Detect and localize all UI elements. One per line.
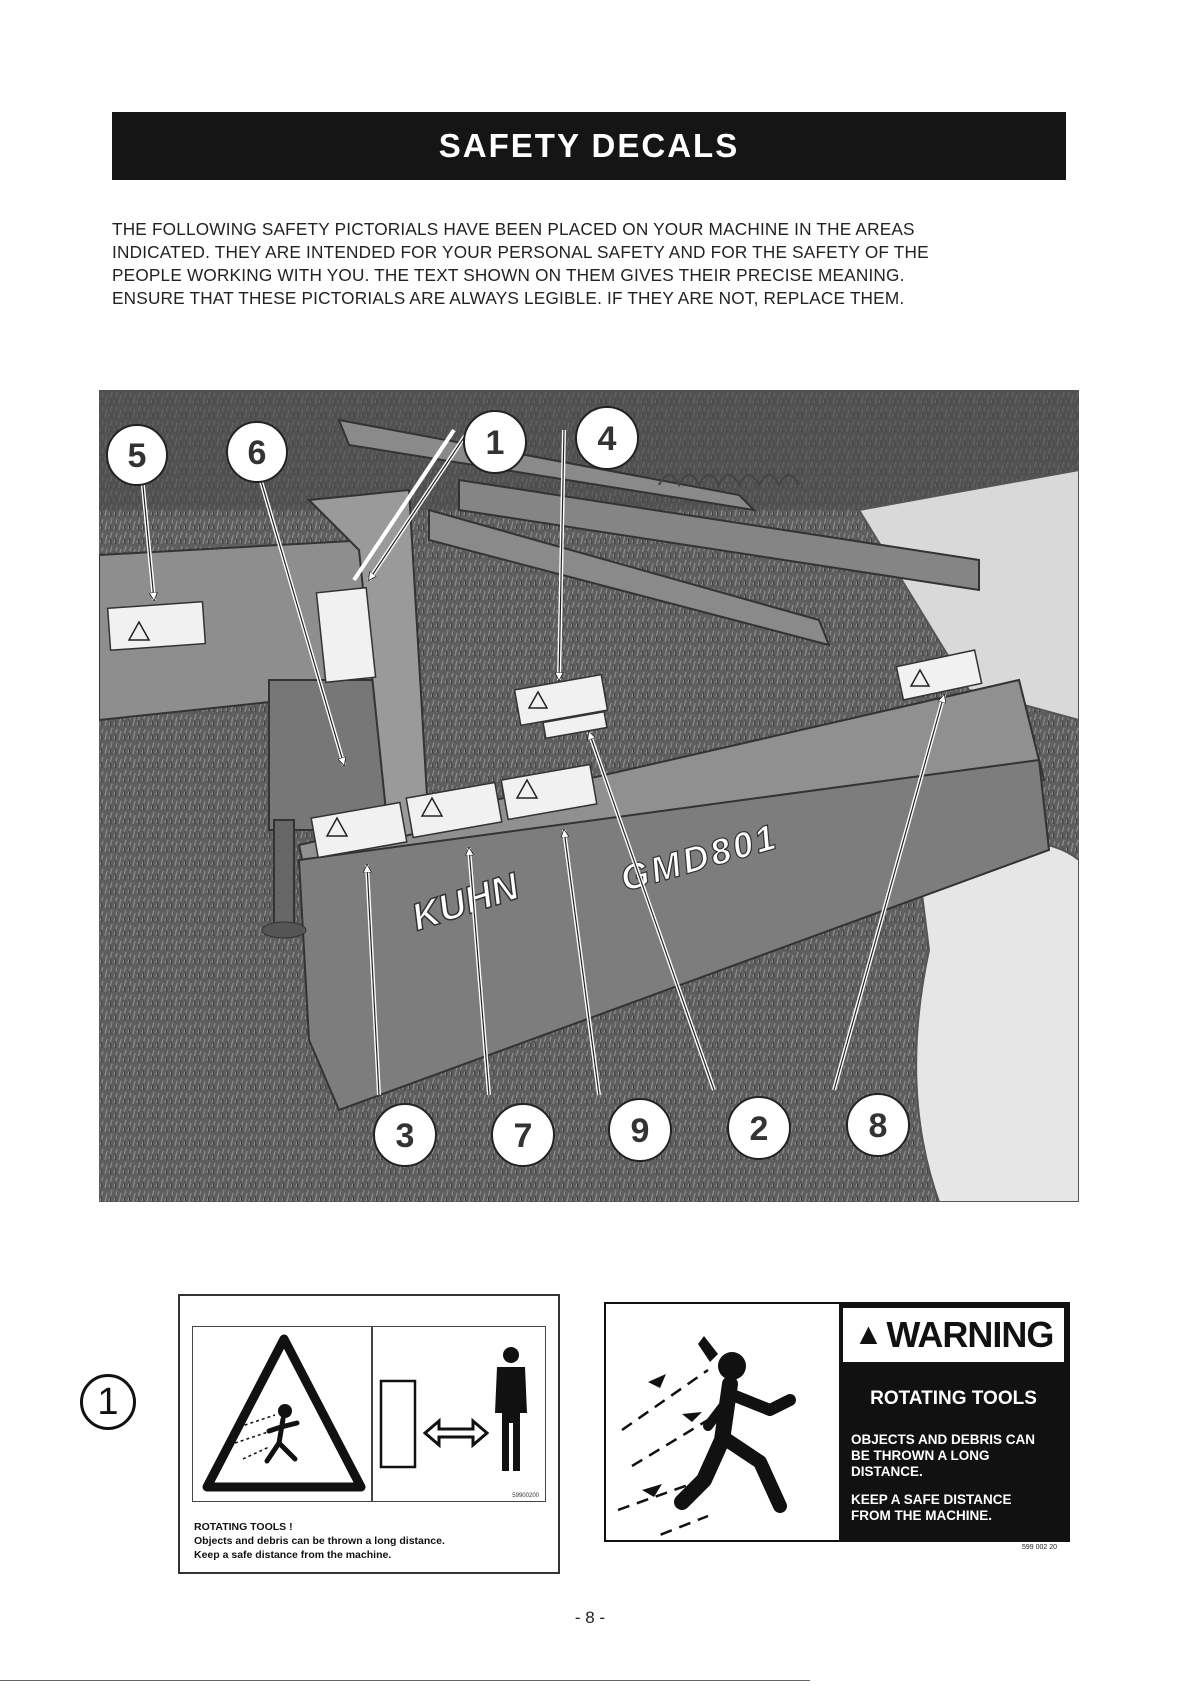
message-line: KEEP A SAFE DISTANCE xyxy=(851,1492,1012,1507)
caption-line: Keep a safe distance from the machine. xyxy=(194,1549,392,1561)
machine-photo xyxy=(99,390,1079,1202)
decal-iso-frame xyxy=(192,1326,546,1502)
intro-line: PEOPLE WORKING WITH YOU. THE TEXT SHOWN ON THEM GIVES THEIR PRECISE MEANING. xyxy=(112,265,905,285)
warning-heading: ROTATING TOOLS xyxy=(870,1388,1037,1409)
intro-line: THE FOLLOWING SAFETY PICTORIALS HAVE BEEN PLACED ON YOUR MACHINE IN THE AREAS xyxy=(112,219,915,239)
callout-1: 1 xyxy=(485,424,505,462)
decal-ansi-code: 599 002 20 xyxy=(1022,1544,1058,1551)
caption-line: Objects and debris can be thrown a long distance. xyxy=(194,1535,445,1547)
callout-5: 5 xyxy=(127,437,147,475)
caption-line: ROTATING TOOLS ! xyxy=(194,1521,293,1533)
page-title: SAFETY DECALS xyxy=(112,112,1066,180)
callout-4: 4 xyxy=(597,420,617,458)
decal-iso-pictorial xyxy=(178,1294,560,1574)
intro-line: ENSURE THAT THESE PICTORIALS ARE ALWAYS LEGIBLE. IF THEY ARE NOT, REPLACE THEM. xyxy=(112,288,905,308)
message-line: OBJECTS AND DEBRIS CAN xyxy=(851,1432,1036,1447)
decal-iso-caption xyxy=(194,1520,445,1562)
callout-2: 2 xyxy=(749,1110,769,1148)
warning-panel xyxy=(839,1304,1068,1540)
warning-message-avoid xyxy=(851,1492,1012,1524)
warning-triangle-icon: ▲ xyxy=(853,1318,883,1351)
decal-ref-number: 1 xyxy=(80,1374,136,1430)
callout-9: 9 xyxy=(630,1112,650,1150)
message-line: BE THROWN A LONG xyxy=(851,1448,990,1463)
keep-distance-icon xyxy=(377,1341,542,1491)
callout-3: 3 xyxy=(395,1117,415,1155)
thrown-objects-warning-icon xyxy=(199,1331,369,1499)
warning-band xyxy=(843,1308,1064,1362)
warning-message-hazard xyxy=(851,1432,1035,1480)
decal-iso-code: 59900200 xyxy=(512,1493,539,1499)
page-number: - 8 - xyxy=(574,1608,606,1627)
model-gmd801: GMD801 xyxy=(615,815,783,900)
bottom-rule xyxy=(0,1680,810,1681)
callout-8: 8 xyxy=(868,1107,888,1145)
message-line: DISTANCE. xyxy=(851,1464,923,1479)
intro-paragraph xyxy=(112,218,1072,310)
intro-line: INDICATED. THEY ARE INTENDED FOR YOUR PERSONAL SAFETY AND FOR THE SAFETY OF THE xyxy=(112,242,929,262)
thrown-debris-figure-icon xyxy=(612,1310,834,1536)
callout-6: 6 xyxy=(247,434,267,472)
warning-label: WARNING xyxy=(886,1314,1054,1355)
decal-divider xyxy=(371,1327,373,1501)
message-line: FROM THE MACHINE. xyxy=(851,1508,992,1523)
callout-7: 7 xyxy=(513,1117,533,1155)
brand-kuhn: KUHN xyxy=(406,865,525,940)
decal-ansi-warning xyxy=(604,1302,1070,1542)
